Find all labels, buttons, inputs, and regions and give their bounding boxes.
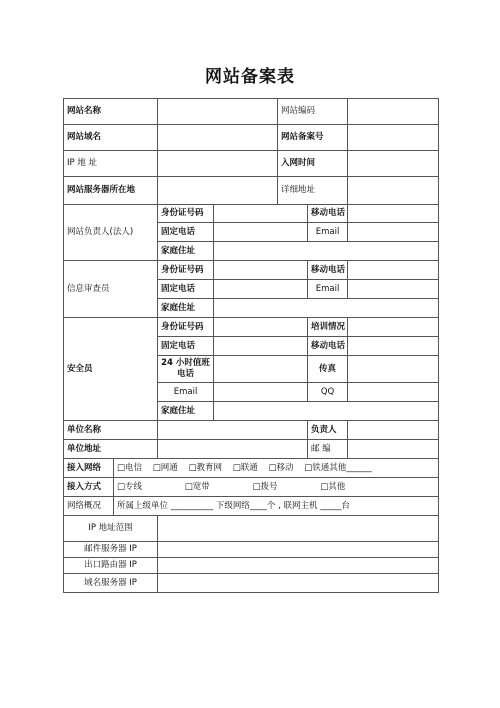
info-fixed-label: 固定电话	[158, 280, 214, 299]
access-network-options	[114, 459, 439, 478]
ip-label: IP 地 址	[64, 151, 158, 177]
unit-owner-field[interactable]	[348, 421, 439, 440]
mail-server-field[interactable]	[158, 542, 439, 558]
resp-fixed-field[interactable]	[214, 223, 308, 242]
info-mobile-field[interactable]	[348, 261, 439, 280]
detail-address-label: 详细地址	[278, 177, 348, 205]
mode-option-leased-line[interactable]: □专线	[117, 481, 143, 492]
access-option-railcom-other[interactable]: □铁通其他______	[304, 462, 372, 473]
postcode-field[interactable]	[348, 440, 439, 459]
network-overview-label: 网络概况	[64, 497, 114, 516]
ip-range-field[interactable]	[158, 516, 439, 542]
network-time-field[interactable]	[348, 151, 439, 177]
page-title: 网站备案表	[205, 67, 295, 87]
mode-option-other[interactable]: □其他	[320, 481, 346, 492]
sec-qq-field[interactable]	[348, 383, 439, 402]
unit-address-label: 单位地址	[64, 440, 158, 459]
security-officer-label: 安全员	[64, 318, 158, 421]
sec-home-field[interactable]	[214, 402, 439, 421]
sec-training-label: 培训情况	[308, 318, 348, 337]
info-home-label: 家庭住址	[158, 299, 214, 318]
sec-duty-field[interactable]	[214, 356, 308, 383]
sec-duty-label: 24 小时值班电话	[158, 356, 214, 383]
unit-name-field[interactable]	[158, 421, 308, 440]
detail-address-field[interactable]	[348, 177, 439, 205]
sec-fixed-label: 固定电话	[158, 337, 214, 356]
access-option-netcom[interactable]: □网通	[152, 462, 178, 473]
ip-field[interactable]	[158, 151, 278, 177]
access-option-unicom[interactable]: □联通	[232, 462, 258, 473]
sec-home-label: 家庭住址	[158, 402, 214, 421]
site-name-field[interactable]	[158, 99, 278, 125]
unit-address-field[interactable]	[158, 440, 308, 459]
resp-fixed-label: 固定电话	[158, 223, 214, 242]
info-mobile-label: 移动电话	[308, 261, 348, 280]
access-mode-label: 接入方式	[64, 478, 114, 497]
sec-mobile-label: 移动电话	[308, 337, 348, 356]
sec-qq-label: QQ	[308, 383, 348, 402]
router-label: 出口路由器 IP	[64, 558, 158, 574]
domain-label: 网站域名	[64, 125, 158, 151]
server-location-label: 网站服务器所在地	[64, 177, 158, 205]
resp-id-field[interactable]	[214, 205, 308, 223]
info-email-label: Email	[308, 280, 348, 299]
info-email-field[interactable]	[348, 280, 439, 299]
info-id-field[interactable]	[214, 261, 308, 280]
resp-mobile-label: 移动电话	[308, 205, 348, 223]
access-option-mobile[interactable]: □移动	[268, 462, 294, 473]
router-field[interactable]	[158, 558, 439, 574]
info-fixed-field[interactable]	[214, 280, 308, 299]
sec-email-label: Email	[158, 383, 214, 402]
record-number-label: 网站备案号	[278, 125, 348, 151]
network-overview-text[interactable]: 所属上级单位 __________ 下级网络____个 , 联网主机 _____台	[114, 497, 439, 516]
mode-option-dialup[interactable]: □拨号	[252, 481, 278, 492]
access-mode-options	[114, 478, 439, 497]
dns-label: 域名服务器 IP	[64, 574, 158, 593]
responsible-person-label: 网站负责人(法人)	[64, 205, 158, 261]
record-number-field[interactable]	[348, 125, 439, 151]
registration-form-table	[63, 98, 439, 593]
postcode-label: 邮 编	[308, 440, 348, 459]
sec-email-field[interactable]	[214, 383, 308, 402]
resp-mobile-field[interactable]	[348, 205, 439, 223]
sec-id-label: 身份证号码	[158, 318, 214, 337]
network-time-label: 入网时间	[278, 151, 348, 177]
site-name-label: 网站名称	[64, 99, 158, 125]
dns-field[interactable]	[158, 574, 439, 593]
unit-owner-label: 负责人	[308, 421, 348, 440]
domain-field[interactable]	[158, 125, 278, 151]
sec-fax-field[interactable]	[348, 356, 439, 383]
ip-range-label: IP 地址范围	[64, 516, 158, 542]
server-location-field[interactable]	[158, 177, 278, 205]
info-id-label: 身份证号码	[158, 261, 214, 280]
site-code-label: 网站编码	[278, 99, 348, 125]
mail-server-label: 邮件服务器 IP	[64, 542, 158, 558]
resp-home-label: 家庭住址	[158, 242, 214, 261]
resp-id-label: 身份证号码	[158, 205, 214, 223]
access-option-telecom[interactable]: □电信	[117, 462, 143, 473]
unit-name-label: 单位名称	[64, 421, 158, 440]
access-option-edu[interactable]: □教育网	[188, 462, 223, 473]
mode-option-broadband[interactable]: □宽带	[184, 481, 210, 492]
resp-home-field[interactable]	[214, 242, 439, 261]
access-network-label: 接入网络	[64, 459, 114, 478]
resp-email-label: Email	[308, 223, 348, 242]
resp-email-field[interactable]	[348, 223, 439, 242]
sec-mobile-field[interactable]	[348, 337, 439, 356]
info-home-field[interactable]	[214, 299, 439, 318]
sec-fax-label: 传真	[308, 356, 348, 383]
sec-fixed-field[interactable]	[214, 337, 308, 356]
sec-training-field[interactable]	[348, 318, 439, 337]
site-code-field[interactable]	[348, 99, 439, 125]
sec-id-field[interactable]	[214, 318, 308, 337]
info-reviewer-label: 信息审查员	[64, 261, 158, 318]
